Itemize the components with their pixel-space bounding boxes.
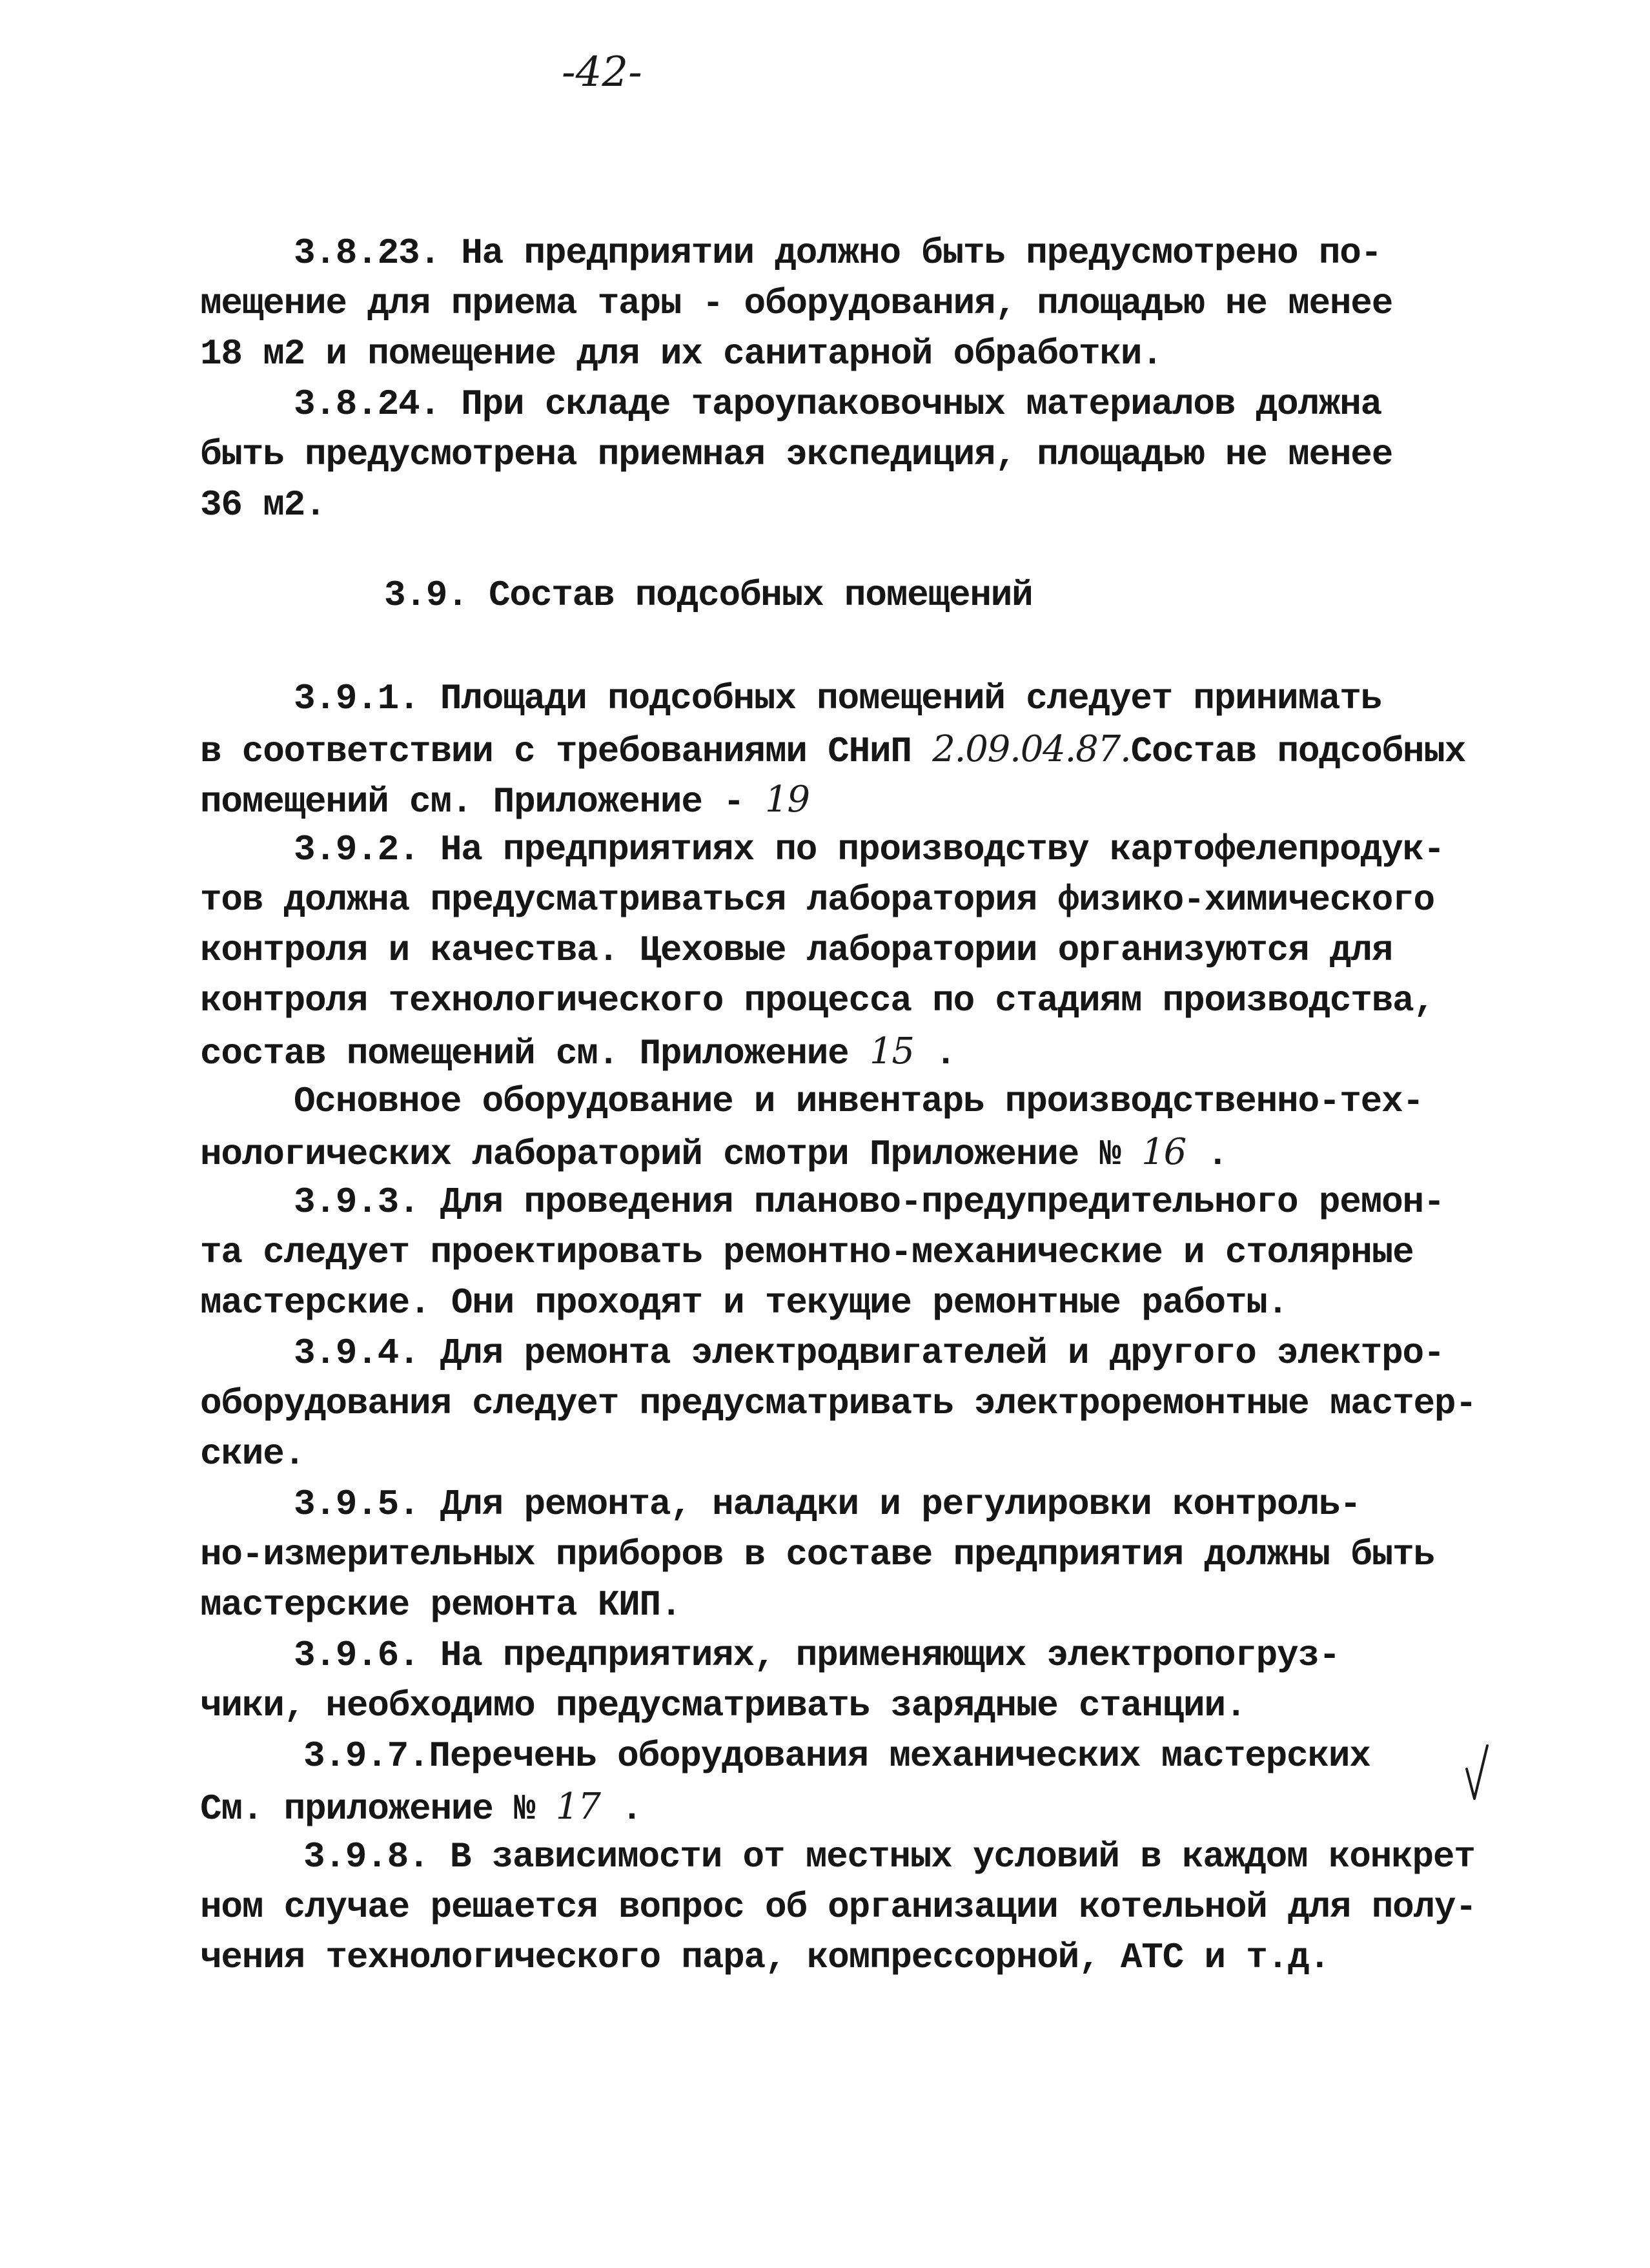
line: чики, необходимо предусматривать зарядные станции. — [200, 1685, 1247, 1726]
line: 3.8.23. На предприятии должно быть предусмотрено по- — [294, 232, 1382, 274]
line-typed: Состав подсобных — [1130, 731, 1466, 772]
line: ном случае решается вопрос об организации котельной для полу- — [200, 1886, 1476, 1928]
section-heading: 3.9. Состав подсобных помещений — [384, 575, 1033, 616]
line-typed: См. приложение № — [200, 1788, 556, 1830]
line-typed: . — [1186, 1134, 1228, 1175]
handwritten-insert: 17 — [555, 1786, 600, 1828]
line — [200, 1030, 956, 1074]
line-typed: нологических лабораторий смотри Приложение № — [200, 1134, 1142, 1175]
line: оборудования следует предусматривать электроремонтные мастер- — [200, 1383, 1476, 1424]
line: контроля и качества. Цеховые лаборатории организуются для — [200, 930, 1393, 971]
line: тов должна предусматриваться лаборатория физико-химического — [200, 879, 1434, 921]
line: мещение для приема тары - оборудования, площадью не менее — [200, 283, 1393, 324]
handwritten-insert: 2.09.04.87. — [932, 728, 1131, 770]
line-typed: . — [913, 1033, 956, 1074]
line: 3.9.3. Для проведения планово-предупредительного ремон- — [294, 1181, 1445, 1223]
line: 3.9.1. Площади подсобных помещений следует принимать — [294, 678, 1382, 719]
line: 3.9.6. На предприятиях, применяющих электропогруз- — [294, 1635, 1340, 1676]
line: 3.9.2. На предприятиях по производству картофелепродук- — [294, 829, 1445, 870]
line: 3.8.24. При складе тароупаковочных материалов должна — [294, 383, 1382, 425]
line: Основное оборудование и инвентарь производственно-тех- — [294, 1081, 1423, 1122]
line: 3.9.8. В зависимости от местных условий в каждом конкрет — [303, 1836, 1475, 1877]
line: мастерские. Они проходят и текущие ремонтные работы. — [200, 1282, 1288, 1323]
handwritten-insert: 16 — [1141, 1131, 1187, 1173]
line — [200, 1131, 1228, 1175]
line — [200, 728, 1465, 772]
checkmark-icon — [1464, 1743, 1490, 1801]
line-typed: в соответствии с требованиями СНиП — [200, 731, 933, 772]
line — [200, 779, 810, 822]
line: контроля технологического процесса по стадиям производства, — [200, 980, 1434, 1021]
line: 3.9.5. Для ремонта, наладки и регулировки контроль- — [294, 1484, 1361, 1525]
handwritten-insert: 15 — [869, 1030, 914, 1072]
line: 18 м2 и помещение для их санитарной обработки. — [200, 333, 1163, 374]
page-number: -42- — [562, 48, 642, 96]
line: 3.9.4. Для ремонта электродвигателей и другого электро- — [294, 1333, 1445, 1374]
line: та следует проектировать ремонтно-механические и столярные — [200, 1232, 1414, 1273]
line-typed: . — [600, 1788, 642, 1830]
line: ские. — [200, 1433, 305, 1475]
line: но-измерительных приборов в составе предприятия должны быть — [200, 1534, 1434, 1575]
line: чения технологического пара, компрессорной, АТС и т.д. — [200, 1937, 1330, 1978]
line — [200, 1786, 642, 1830]
line: 3.9.7.Перечень оборудования механических мастерских — [303, 1735, 1370, 1777]
line: быть предусмотрена приемная экспедиция, площадью не менее — [200, 434, 1393, 475]
line: 36 м2. — [200, 484, 326, 526]
line-typed: помещений см. Приложение - — [200, 781, 765, 822]
line: мастерские ремонта КИП. — [200, 1584, 682, 1626]
handwritten-insert: 19 — [764, 779, 810, 821]
line-typed: состав помещений см. Приложение — [200, 1033, 870, 1074]
